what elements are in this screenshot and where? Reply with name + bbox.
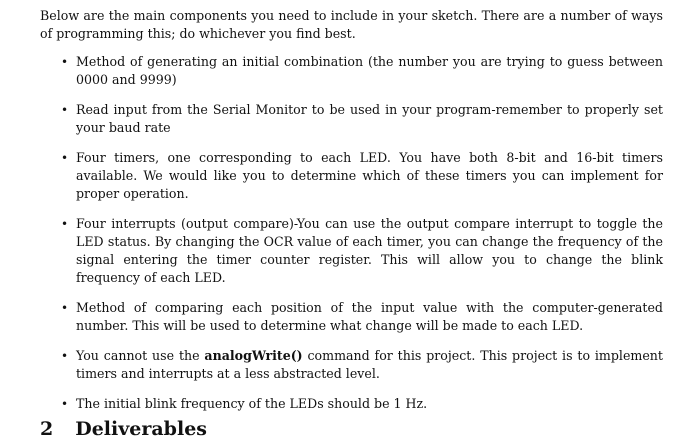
- list-item-text-before: You cannot use the: [76, 348, 205, 363]
- analogwrite-command: analogWrite(): [204, 348, 303, 363]
- list-item-text: Four timers, one corresponding to each LED. You have both 8-bit and 16-bit timers available. We would like you to determine which of these timers you can implement for proper operation.: [76, 150, 663, 201]
- bullet-icon: •: [61, 301, 69, 315]
- components-list: [40, 53, 663, 413]
- list-item-text: Four interrupts (output compare)-You can use the output compare interrupt to toggle the LED status. By changing the OCR value of each timer, you can change the frequency of the signal entering the timer counter register. This will allow you to change the blink frequency of each LED.: [76, 216, 663, 285]
- bullet-icon: •: [61, 151, 69, 165]
- list-item: [40, 395, 663, 413]
- bullet-icon: •: [61, 397, 69, 411]
- list-item-text-after: command for this project. This project is to implement timers and interrupts at a less abstracted level.: [76, 348, 663, 381]
- intro-paragraph: Below are the main components you need to include in your sketch. There are a number of ways of programming this; do whichever you find best.: [40, 8, 663, 41]
- list-item: [40, 215, 663, 287]
- list-item: [40, 347, 663, 383]
- list-item-text: The initial blink frequency of the LEDs should be 1 Hz.: [76, 396, 428, 411]
- list-item: [40, 149, 663, 203]
- bullet-icon: •: [61, 103, 69, 117]
- list-item: [40, 299, 663, 335]
- bullet-icon: •: [61, 217, 69, 231]
- list-item-text: Read input from the Serial Monitor to be used in your program-remember to properly set your baud rate: [76, 102, 663, 135]
- list-item: [40, 53, 663, 89]
- list-item-text: Method of generating an initial combination (the number you are trying to guess between 0000 and 9999): [76, 54, 663, 87]
- section-title: Deliverables: [75, 418, 207, 440]
- bullet-icon: •: [61, 55, 69, 69]
- section-number: 2: [40, 418, 54, 440]
- list-item: [40, 101, 663, 137]
- list-item-text: Method of comparing each position of the input value with the computer-generated number. This will be used to determine what change will be made to each LED.: [76, 300, 663, 333]
- bullet-icon: •: [61, 349, 69, 363]
- section-heading-deliverables: [40, 417, 207, 441]
- document-body: [40, 7, 663, 425]
